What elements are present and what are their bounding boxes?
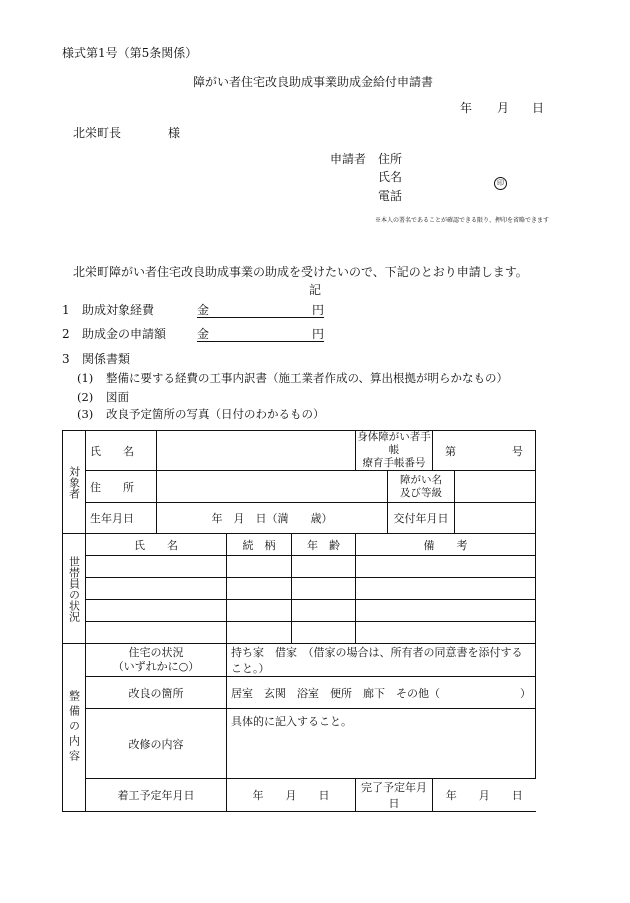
item-1-number: 1 [62, 303, 70, 317]
household-relation-cell[interactable] [227, 578, 292, 600]
location-field[interactable] [227, 677, 536, 709]
applicant-phone-label: 電話 [378, 189, 403, 203]
repair-content-field[interactable]: 具体的に記入すること。 [227, 709, 536, 779]
household-remarks-cell[interactable] [356, 556, 536, 578]
disability-label [388, 471, 455, 503]
addressee-honorific: 様 [168, 126, 181, 140]
household-name-cell[interactable] [86, 578, 227, 600]
issue-date-field[interactable] [455, 503, 536, 534]
household-relation-cell[interactable] [227, 556, 292, 578]
household-relation-cell[interactable] [227, 600, 292, 622]
household-age-cell[interactable] [292, 556, 356, 578]
birthdate-label: 生年月日 [86, 503, 157, 534]
table-row [63, 578, 536, 600]
cert-number-suffix: 号 [512, 444, 524, 458]
table-row [63, 622, 536, 644]
household-age-cell[interactable] [292, 600, 356, 622]
doc-1-number: (1) [77, 371, 94, 385]
item-1-unit: 円 [311, 303, 324, 317]
item-2-unit: 円 [311, 327, 324, 341]
end-date-field[interactable]: 年 月 日 [433, 779, 536, 812]
housing-status-label-line2: （いずれかに○） [112, 660, 200, 673]
household-col-remarks: 備 考 [356, 534, 536, 556]
addressee-name: 北栄町長 [73, 126, 122, 140]
doc-3-text: 改良予定箇所の写真（日付のわかるもの） [106, 407, 325, 421]
disability-label-line2: 及び等級 [400, 486, 443, 499]
household-name-cell[interactable] [86, 622, 227, 644]
household-remarks-cell[interactable] [356, 578, 536, 600]
request-text: 北栄町障がい者住宅改良助成事業の助成を受けたいので、下記のとおり申請します。 [73, 265, 528, 279]
doc-1-text: 整備に要する経費の工事内訳書（施工業者作成の、算出根拠が明らかなもの） [106, 371, 509, 385]
item-1-label: 助成対象経費 [82, 303, 155, 317]
household-name-cell[interactable] [86, 556, 227, 578]
disability-field[interactable] [455, 471, 536, 503]
form-number: 様式第1号（第5条関係） [62, 46, 198, 60]
page-title: 障がい者住宅改良助成事業助成金給付申請書 [193, 75, 434, 89]
date-month-label: 月 [497, 101, 510, 115]
subject-name-field[interactable] [157, 431, 356, 471]
seal-note: ※本人の署名であることが確認できる限り、押印を省略できます [375, 217, 550, 224]
household-name-cell[interactable] [86, 600, 227, 622]
doc-2-number: (2) [77, 390, 94, 404]
repair-content-label: 改修の内容 [86, 709, 227, 779]
ki-heading: 記 [309, 283, 322, 297]
household-age-cell[interactable] [292, 578, 356, 600]
applicant-name-label: 氏名 [378, 170, 403, 184]
item-2-amount-field[interactable] [197, 327, 324, 342]
disability-label-line1: 障がい名 [400, 473, 443, 486]
cert-label-line1: 身体障がい者手帳 [357, 431, 431, 456]
subject-section-header: 対象者 [63, 431, 86, 534]
household-col-name: 氏 名 [86, 534, 227, 556]
household-remarks-cell[interactable] [356, 622, 536, 644]
subject-address-label: 住 所 [86, 471, 157, 503]
household-col-relation: 続 柄 [227, 534, 292, 556]
start-date-label: 着工予定年月日 [86, 779, 227, 812]
applicant-address-label: 住所 [378, 152, 403, 166]
household-remarks-cell[interactable] [356, 600, 536, 622]
applicant-label: 申請者 [330, 152, 367, 166]
housing-status-label [86, 644, 227, 677]
subject-name-label: 氏 名 [86, 431, 157, 471]
item-2-prefix: 金 [197, 327, 210, 341]
item-2-label: 助成金の申請額 [82, 327, 167, 341]
application-table [62, 430, 536, 812]
item-2-number: 2 [62, 327, 70, 341]
household-section-header: 世帯員の状況 [63, 534, 86, 644]
item-1-amount-field[interactable] [197, 303, 324, 318]
birthdate-field[interactable]: 年 月 日（満 歳） [157, 503, 388, 534]
table-row [63, 600, 536, 622]
location-options: 居室 玄関 浴室 便所 廊下 その他（ [231, 686, 440, 700]
cert-label-line2: 療育手帳番号 [362, 457, 426, 469]
location-label: 改良の箇所 [86, 677, 227, 709]
cert-label [356, 431, 433, 471]
doc-2-text: 図面 [106, 390, 129, 404]
location-close-paren: ） [520, 686, 532, 700]
item-3-number: 3 [62, 352, 70, 366]
housing-status-label-line1: 住宅の状況 [128, 646, 184, 659]
date-year-label: 年 [460, 101, 473, 115]
cert-number-field[interactable] [433, 431, 536, 471]
item-1-prefix: 金 [197, 303, 210, 317]
date-day-label: 日 [532, 101, 545, 115]
subject-address-field[interactable] [157, 471, 388, 503]
issue-date-label: 交付年月日 [388, 503, 455, 534]
start-date-field[interactable]: 年 月 日 [227, 779, 356, 812]
doc-3-number: (3) [77, 407, 94, 421]
cert-number-prefix: 第 [445, 444, 457, 458]
housing-status-field[interactable]: 持ち家 借家 （借家の場合は、所有者の同意書を添付すること。） [227, 644, 536, 677]
household-age-cell[interactable] [292, 622, 356, 644]
end-date-label: 完了予定年月日 [356, 779, 433, 812]
maintenance-section-header: 整備の内容 [63, 644, 86, 812]
household-relation-cell[interactable] [227, 622, 292, 644]
household-col-age: 年 齢 [292, 534, 356, 556]
item-3-label: 関係書類 [82, 352, 131, 366]
table-row [63, 556, 536, 578]
seal-mark-icon: 印 [494, 177, 507, 190]
